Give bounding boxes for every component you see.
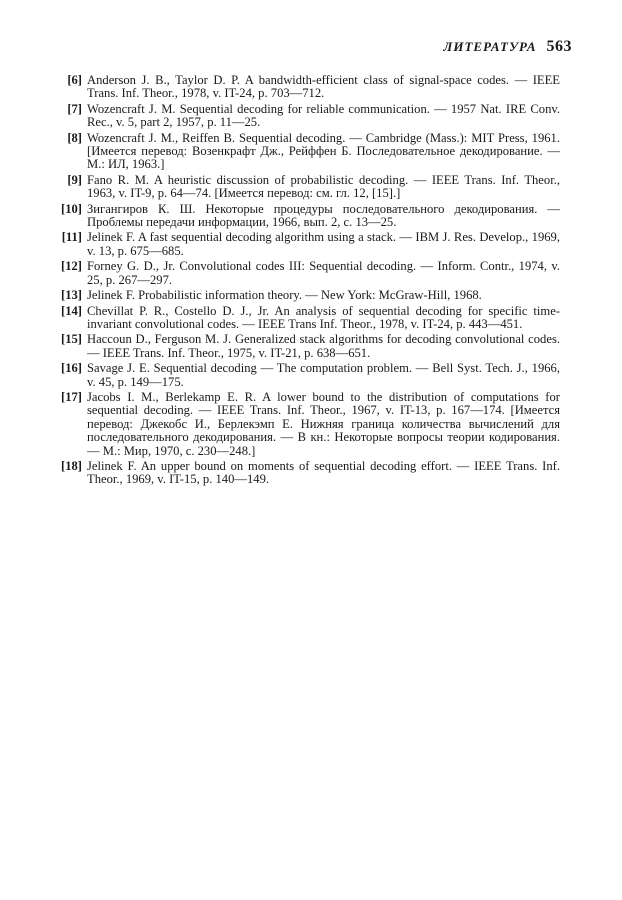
reference-label: [12] [61,259,82,274]
reference-text: Jelinek F. An upper bound on moments of sequential decoding effort. — IEEE Trans. Inf. Theor., 1969, v. IT-15, p. 140—149. [87,458,560,487]
reference-item [50,103,560,130]
reference-text: Jelinek F. Probabilistic information theory. — New York: McGraw-Hill, 1968. [87,288,482,303]
reference-list [50,74,560,489]
reference-label: [8] [67,130,82,145]
reference-item [50,289,560,302]
reference-label: [17] [61,389,82,404]
reference-label: [16] [61,361,82,376]
reference-item [50,260,560,287]
reference-item [50,74,560,101]
reference-text: Зигангиров К. Ш. Некоторые процедуры последовательного декодирования. — Проблемы передачи информации, 1966, вып. 2, с. 13—25. [87,201,560,230]
reference-text: Forney G. D., Jr. Convolutional codes III: Sequential decoding. — Inform. Contr., 1974, v. 25, p. 267—297. [87,259,560,287]
reference-item [50,362,560,389]
reference-text: Jacobs I. M., Berlekamp E. R. A lower bound to the distribution of computations for sequential decoding. — IEEE Trans. Inf. Theor., 1967, v. IT-13, p. 167—174. [Имеется перевод: Джекобс И., Берлекэмп Е. Нижняя граница количества вычислений для последовательного декодирования. — В кн.: Некоторые вопросы теории кодирования. — М.: Мир, 1970, с. 230—248.] [87,389,560,458]
reference-label: [15] [61,332,82,347]
reference-item [50,391,560,458]
reference-label: [13] [61,288,82,303]
reference-label: [14] [61,303,82,318]
reference-text: Chevillat P. R., Costello D. J., Jr. An analysis of sequential decoding for specific time-invariant convolutional codes. — IEEE Trans Inf. Theor., 1978, v. IT-24, p. 443—451. [87,303,560,331]
reference-label: [10] [61,201,82,216]
reference-text: Fano R. M. A heuristic discussion of probabilistic decoding. — IEEE Trans. Inf. Theor., 1963, v. IT-9, p. 64—74. [Имеется перевод: см. гл. 12, [15].] [87,172,560,201]
reference-label: [6] [67,73,82,87]
reference-text: Jelinek F. A fast sequential decoding algorithm using a stack. — IBM J. Res. Develop., 1969, v. 13, p. 675—685. [87,230,560,258]
reference-text: Anderson J. B., Taylor D. P. A bandwidth-efficient class of signal-space codes. — IEEE Trans. Inf. Theor., 1978, v. IT-24, p. 703—712. [87,73,560,101]
reference-item [50,203,560,230]
reference-item [50,333,560,360]
reference-item [50,305,560,332]
reference-item [50,231,560,258]
reference-item [50,174,560,201]
reference-label: [11] [61,230,82,245]
reference-label: [18] [61,458,82,473]
running-head [443,38,572,56]
running-head-title: ЛИТЕРАТУРА [443,39,537,54]
reference-label: [9] [67,172,82,187]
reference-text: Wozencraft J. M., Reiffen B. Sequential decoding. — Cambridge (Mass.): MIT Press, 1961. [Имеется перевод: Возенкрафт Дж., Рейффен Б. Последовательное декодирование. — М.: ИЛ, 1963.] [87,130,560,172]
reference-item [50,460,560,487]
reference-text: Haccoun D., Ferguson M. J. Generalized stack algorithms for decoding convolutional codes. — IEEE Trans. Inf. Theor., 1975, v. IT-21, p. 638—651. [87,332,560,360]
reference-label: [7] [67,101,82,116]
reference-item [50,132,560,172]
page-number: 563 [546,38,572,55]
reference-text: Savage J. E. Sequential decoding — The computation problem. — Bell Syst. Tech. J., 1966, v. 45, p. 149—175. [87,361,560,389]
reference-text: Wozencraft J. M. Sequential decoding for reliable communication. — 1957 Nat. IRE Conv. Rec., v. 5, part 2, 1957, p. 11—25. [87,101,560,130]
